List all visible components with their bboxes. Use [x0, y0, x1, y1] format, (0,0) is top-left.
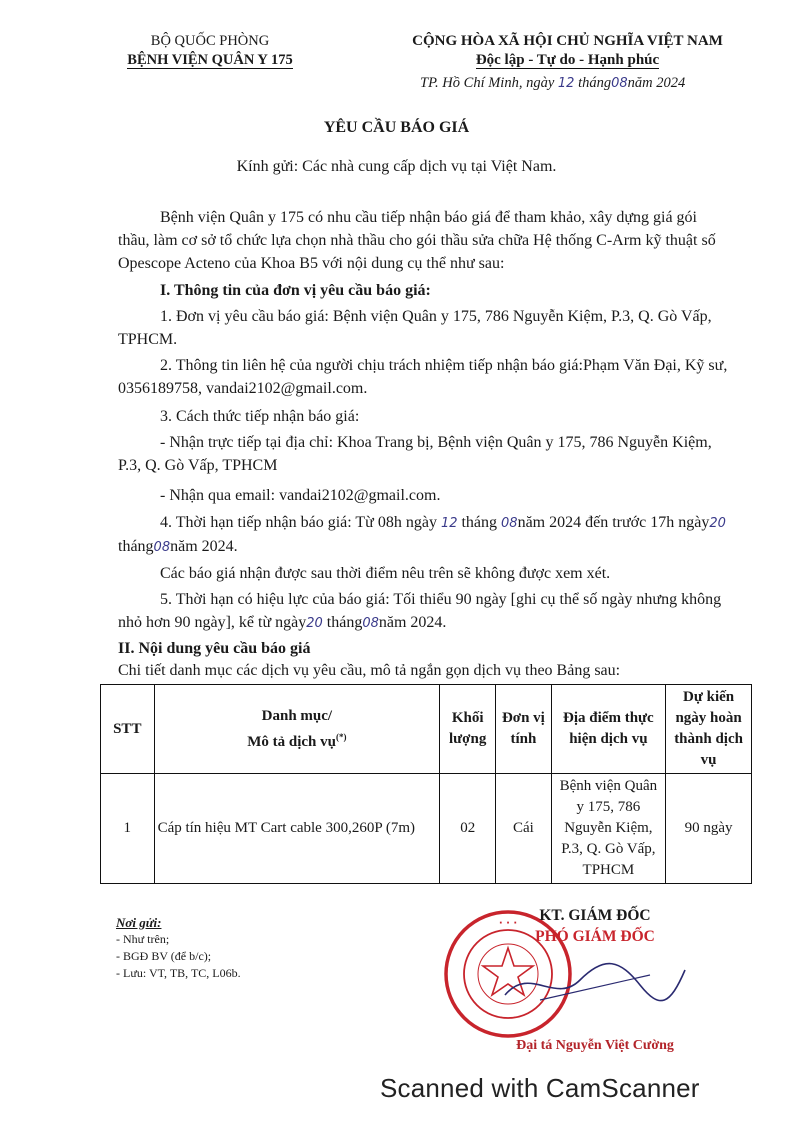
signature-deputy: PHÓ GIÁM ĐỐC [535, 928, 655, 945]
table-row [101, 774, 752, 884]
col-days: Dự kiến ngày hoàn thành dịch vụ [666, 685, 752, 774]
national-header [370, 32, 765, 70]
greeting: Kính gửi: Các nhà cung cấp dịch vụ tại Việt Nam. [236, 158, 557, 175]
section1-item1: 1. Đơn vị yêu cầu báo giá: Bệnh viện Quân y 175, 786 Nguyễn Kiệm, P.3, Q. Gò Vấp, TPHCM. [118, 308, 712, 348]
item5-month-handwritten: 08 [362, 616, 379, 631]
recipients-block [116, 914, 241, 982]
item4-month2-handwritten: 08 [153, 540, 171, 555]
intro-paragraph: Bệnh viện Quân y 175 có nhu cầu tiếp nhận báo giá để tham khảo, xây dựng giá gói thầu, làm cơ sở tổ chức lựa chọn nhà thầu cho gói thầu sửa chữa Hệ thống C-Arm kỹ thuật số Opescope Acteno của Khoa B5 với nội dung cụ thể như sau: [118, 209, 716, 272]
cell-item: Cáp tín hiệu MT Cart cable 300,260P (7m) [154, 774, 440, 884]
issuer-block [80, 32, 340, 70]
section2-heading: II. Nội dung yêu cầu báo giá [118, 640, 311, 657]
svg-text:· · ·: · · · [498, 918, 518, 929]
cell-days: 90 ngày [666, 774, 752, 884]
date-day-handwritten: 12 [557, 76, 575, 91]
signature-block [470, 905, 720, 947]
recipient-line: - BGĐ BV (để b/c); [116, 949, 212, 963]
motto: Độc lập - Tự do - Hạnh phúc [475, 52, 660, 68]
section2-desc: Chi tiết danh mục các dịch vụ yêu cầu, mô tả ngắn gọn dịch vụ theo Bảng sau: [118, 662, 621, 679]
item4-month1-handwritten: 08 [501, 516, 518, 531]
cell-qty: 02 [440, 774, 496, 884]
section1-heading: I. Thông tin của đơn vị yêu cầu báo giá: [160, 282, 431, 299]
section1-item3b: - Nhận qua email: vandai2102@gmail.com. [160, 487, 441, 504]
col-qty: Khối lượng [440, 685, 496, 774]
issue-date: TP. Hồ Chí Minh, ngày 12 tháng08năm 2024 [420, 75, 686, 91]
section1-item3: 3. Cách thức tiếp nhận báo giá: [160, 408, 360, 425]
section1-item3a: - Nhận trực tiếp tại địa chỉ: Khoa Trang bị, Bệnh viện Quân y 175, 786 Nguyễn Kiệm, P.3, Q. Gò Vấp, TPHCM [118, 434, 712, 474]
col-item: Danh mục/ Mô tả dịch vụ(*) [154, 685, 440, 774]
handwritten-signature-icon [500, 955, 690, 1015]
col-stt: STT [101, 685, 155, 774]
late-note: Các báo giá nhận được sau thời điểm nêu trên sẽ không được xem xét. [160, 565, 611, 582]
service-table [100, 684, 752, 884]
cell-unit: Cái [496, 774, 551, 884]
section1-item5: 5. Thời hạn có hiệu lực của báo giá: Tối thiểu 90 ngày [ghi cụ thể số ngày nhưng không nhỏ hơn 90 ngày], kể từ ngày20 tháng08năm 2024. [118, 591, 722, 631]
table-header-row [101, 685, 752, 774]
recipients-title: Nơi gửi: [116, 915, 162, 930]
date-month-handwritten: 08 [611, 76, 628, 91]
recipient-line: - Như trên; [116, 932, 170, 946]
section1-item2: 2. Thông tin liên hệ của người chịu trách nhiệm tiếp nhận báo giá:Phạm Văn Đại, Kỹ sư, 0356189758, vandai2102@gmail.com. [118, 357, 728, 397]
scanner-watermark: Scanned with CamScanner [380, 1073, 700, 1103]
section1-item4: 4. Thời hạn tiếp nhận báo giá: Từ 08h ngày 12 tháng 08năm 2024 đến trước 17h ngày20 tháng08năm 2024. [118, 514, 726, 555]
ministry-name: BỘ QUỐC PHÒNG [150, 33, 270, 49]
signer-name: Đại tá Nguyễn Việt Cường [516, 1038, 674, 1053]
cell-place: Bệnh viện Quân y 175, 786 Nguyễn Kiệm, P.3, Q. Gò Vấp, TPHCM [551, 774, 666, 884]
signature-kt: KT. GIÁM ĐỐC [539, 907, 651, 924]
country-name: CỘNG HÒA XÃ HỘI CHỦ NGHĨA VIỆT NAM [412, 33, 723, 49]
item4-day1-handwritten: 12 [440, 516, 458, 531]
hospital-name: BỆNH VIỆN QUÂN Y 175 [127, 52, 293, 68]
document-title: YÊU CẦU BÁO GIÁ [323, 119, 470, 136]
col-place: Địa điểm thực hiện dịch vụ [551, 685, 666, 774]
cell-stt: 1 [101, 774, 155, 884]
item4-day2-handwritten: 20 [709, 516, 726, 531]
item5-day-handwritten: 20 [306, 616, 323, 631]
recipient-line: - Lưu: VT, TB, TC, L06b. [116, 966, 241, 980]
col-unit: Đơn vị tính [496, 685, 551, 774]
